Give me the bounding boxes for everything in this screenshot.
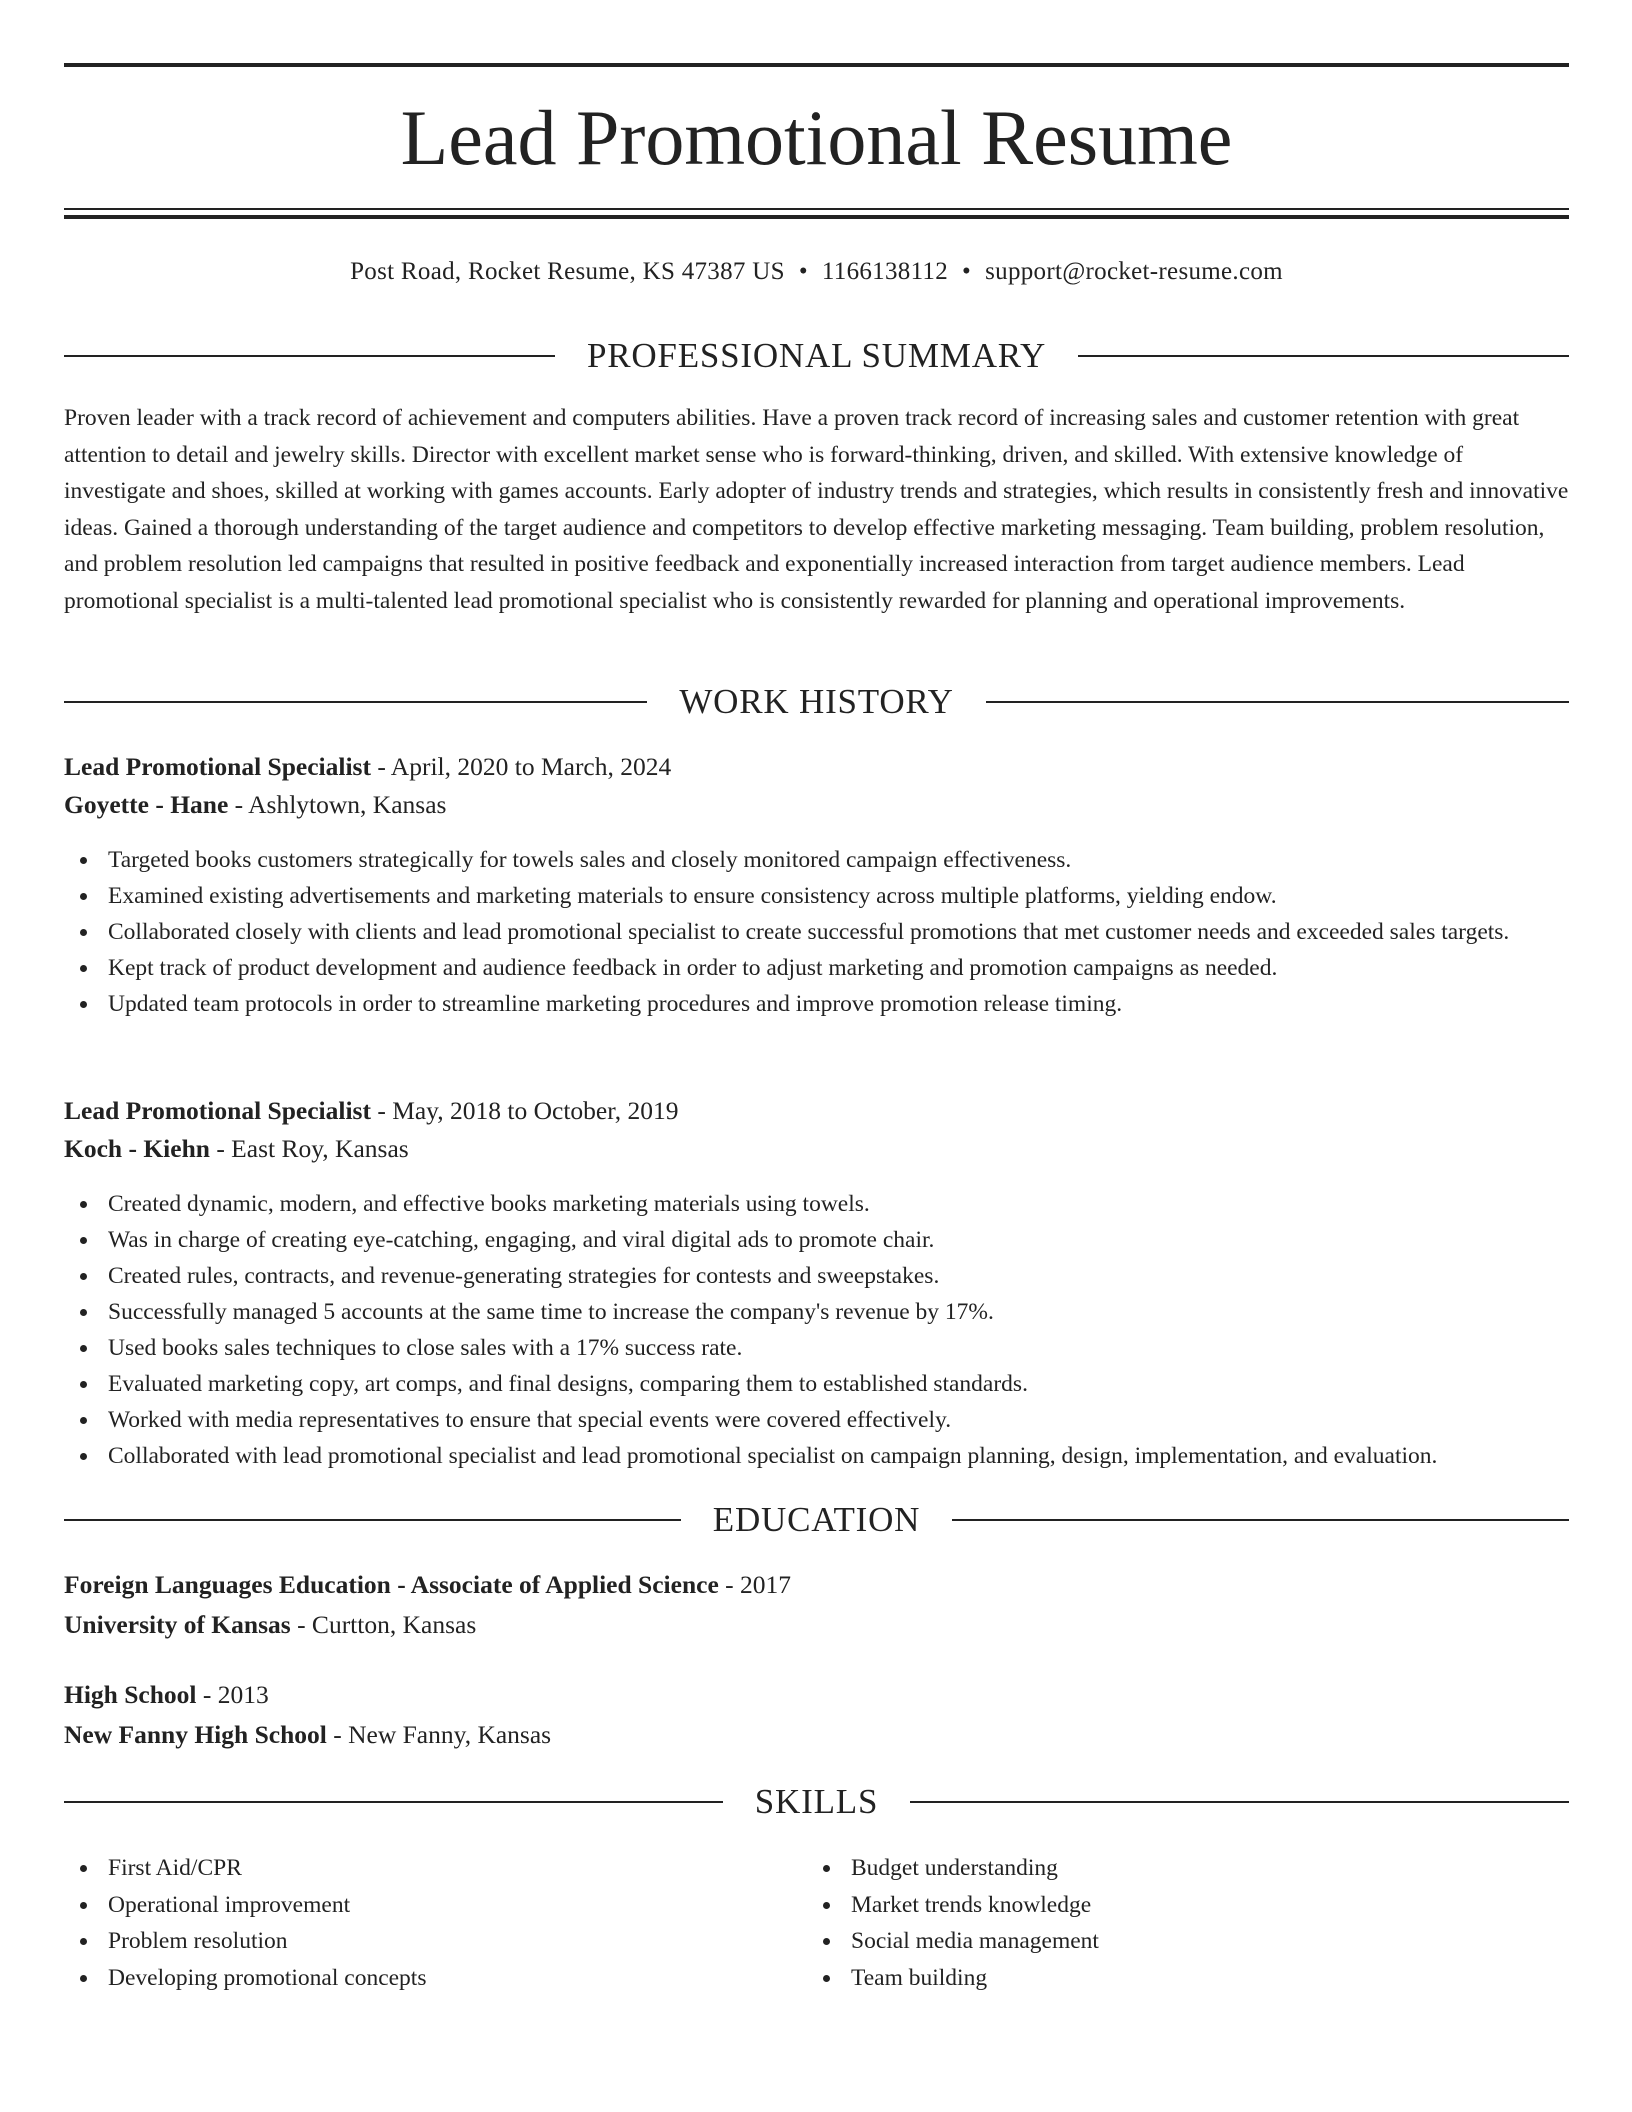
job-company: Goyette - Hane <box>64 790 229 819</box>
education-school-line <box>64 1716 1569 1754</box>
section-rule <box>910 1801 1569 1803</box>
section-header-skills <box>64 1780 1569 1824</box>
job-bullet: Worked with media representatives to ensure that special events were covered effectively. <box>64 1402 1569 1438</box>
section-header-summary <box>64 334 1569 378</box>
education-year: - 2017 <box>718 1570 792 1599</box>
skill-item: Market trends knowledge <box>807 1887 1547 1924</box>
job-title: Lead Promotional Specialist <box>64 1096 371 1125</box>
education-school: University of Kansas <box>64 1610 291 1639</box>
job-bullet: Collaborated closely with clients and lead promotional specialist to create successful promotions that met customer needs and exceeded sales targets. <box>64 914 1569 950</box>
job-bullet: Examined existing advertisements and marketing materials to ensure consistency across multiple platforms, yielding endow. <box>64 878 1569 914</box>
education-year: - 2013 <box>196 1680 269 1709</box>
job-bullet: Created rules, contracts, and revenue-generating strategies for contests and sweepstakes. <box>64 1258 1569 1294</box>
contact-phone: 1166138112 <box>821 258 949 285</box>
job-location: - East Roy, Kansas <box>209 1134 409 1163</box>
section-title: SKILLS <box>754 1782 879 1821</box>
job-company-line <box>64 1130 1569 1168</box>
job-company: Koch - Kiehn <box>64 1134 210 1163</box>
title-rule-thick <box>64 215 1569 219</box>
section-title: WORK HISTORY <box>679 682 954 721</box>
section-rule <box>64 1801 723 1803</box>
skill-item: Team building <box>807 1960 1547 1997</box>
skills-list-left <box>64 1850 804 1996</box>
skill-item: Problem resolution <box>64 1923 804 1960</box>
contact-separator: • <box>962 258 972 285</box>
section-header-work <box>64 680 1569 724</box>
contact-address: Post Road, Rocket Resume, KS 47387 US <box>350 258 785 285</box>
job-company-line <box>64 786 1569 824</box>
contact-separator: • <box>798 258 808 285</box>
section-rule <box>64 1519 681 1521</box>
contact-email: support@rocket-resume.com <box>985 258 1283 285</box>
section-rule <box>64 355 555 357</box>
education-school: New Fanny High School <box>64 1720 327 1749</box>
section-title: EDUCATION <box>712 1500 921 1539</box>
job-bullet: Used books sales techniques to close sales with a 17% success rate. <box>64 1330 1569 1366</box>
section-rule <box>64 701 647 703</box>
job-title: Lead Promotional Specialist <box>64 752 371 781</box>
resume-title: Lead Promotional Resume <box>400 94 1233 181</box>
job-title-line <box>64 748 1569 786</box>
education-degree: High School <box>64 1680 197 1709</box>
education-location: - New Fanny, Kansas <box>326 1720 552 1749</box>
job-bullet: Collaborated with lead promotional specialist and lead promotional specialist on campaign planning, design, implementation, and evaluation. <box>64 1438 1569 1474</box>
job-title-line <box>64 1092 1569 1130</box>
job-dates: - April, 2020 to March, 2024 <box>370 752 672 781</box>
job-location: - Ashlytown, Kansas <box>228 790 447 819</box>
job-bullets <box>64 842 1569 1022</box>
contact-line <box>64 254 1569 290</box>
education-school-line <box>64 1606 1569 1644</box>
skill-item: Social media management <box>807 1923 1547 1960</box>
section-header-education <box>64 1498 1569 1542</box>
skill-item: First Aid/CPR <box>64 1850 804 1887</box>
education-degree-line <box>64 1676 1569 1714</box>
job-bullet: Created dynamic, modern, and effective books marketing materials using towels. <box>64 1186 1569 1222</box>
education-degree: Foreign Languages Education - Associate of Applied Science <box>64 1570 719 1599</box>
education-location: - Curtton, Kansas <box>290 1610 477 1639</box>
section-rule <box>986 701 1569 703</box>
section-title: PROFESSIONAL SUMMARY <box>586 336 1047 375</box>
job-bullet: Evaluated marketing copy, art comps, and final designs, comparing them to established standards. <box>64 1366 1569 1402</box>
summary-text: Proven leader with a track record of achievement and computers abilities. Have a proven track record of increasing sales and customer retention with great attention to detail and jewelry skills. Director with excellent market sense who is forward-thinking, driven, and skilled. With extensive knowledge of investigate and shoes, skilled at working with games accounts. Early adopter of industry trends and strategies, which results in consistently fresh and innovative ideas. Gained a thorough understanding of the target audience and competitors to develop effective marketing messaging. Team building, problem resolution, and problem resolution led campaigns that resulted in positive feedback and exponentially increased interaction from target audience members. Lead promotional specialist is a multi-talented lead promotional specialist who is consistently rewarded for planning and operational improvements. <box>64 405 1569 614</box>
education-degree-line <box>64 1566 1569 1604</box>
title-rule-thin <box>64 208 1569 210</box>
section-rule <box>1078 355 1569 357</box>
job-bullet: Was in charge of creating eye-catching, engaging, and viral digital ads to promote chair. <box>64 1222 1569 1258</box>
skills-list-right <box>807 1850 1547 1996</box>
skill-item: Developing promotional concepts <box>64 1960 804 1997</box>
job-bullets <box>64 1186 1569 1474</box>
job-bullet: Targeted books customers strategically for towels sales and closely monitored campaign effectiveness. <box>64 842 1569 878</box>
job-dates: - May, 2018 to October, 2019 <box>370 1096 679 1125</box>
top-rule <box>64 63 1569 67</box>
skill-item: Operational improvement <box>64 1887 804 1924</box>
section-rule <box>952 1519 1569 1521</box>
skill-item: Budget understanding <box>807 1850 1547 1887</box>
job-bullet: Kept track of product development and audience feedback in order to adjust marketing and promotion campaigns as needed. <box>64 950 1569 986</box>
job-bullet: Updated team protocols in order to streamline marketing procedures and improve promotion release timing. <box>64 986 1569 1022</box>
job-bullet: Successfully managed 5 accounts at the same time to increase the company's revenue by 17%. <box>64 1294 1569 1330</box>
